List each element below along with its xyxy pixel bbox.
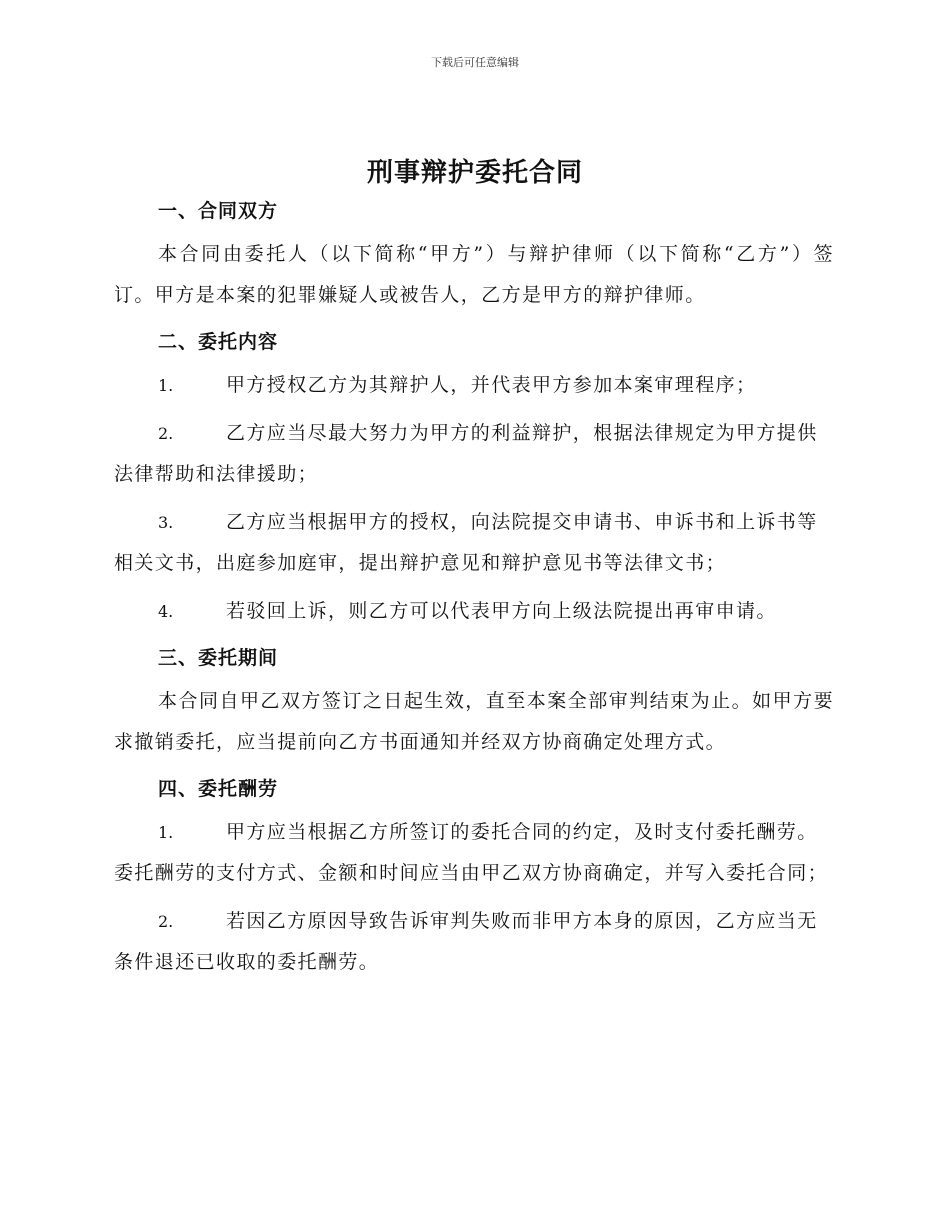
list-item (114, 365, 834, 406)
item-text: 若因乙方原因导致告诉审判失败而非甲方本身的原因，乙方应当无条件退还已收取的委托酬劳。 (114, 910, 818, 973)
list-item (114, 413, 834, 495)
section-paragraph: 本合同由委托人（以下简称“甲方”）与辩护律师（以下简称“乙方”）签订。甲方是本案的犯罪嫌疑人或被告人，乙方是甲方的辩护律师。 (114, 243, 834, 306)
section-paragraph: 本合同自甲乙双方签订之日起生效，直至本案全部审判结束为止。如甲方要求撤销委托，应当提前向乙方书面通知并经双方协商确定处理方式。 (114, 690, 834, 753)
list-item (114, 812, 834, 894)
section-heading: 三、委托期间 (158, 647, 279, 669)
section-heading: 一、合同双方 (158, 200, 279, 222)
section-heading: 四、委托酬劳 (158, 778, 279, 800)
document-body (114, 196, 834, 983)
item-text: 乙方应当尽最大努力为甲方的利益辩护，根据法律规定为甲方提供法律帮助和法律援助； (114, 422, 818, 485)
item-text: 甲方应当根据乙方所签订的委托合同的约定，及时支付委托酬劳。委托酬劳的支付方式、金额和时间应当由甲乙双方协商确定，并写入委托合同； (114, 821, 829, 884)
item-number: 2. (158, 424, 174, 443)
item-number: 4. (158, 602, 174, 621)
item-number: 3. (158, 513, 174, 532)
list-item (114, 901, 834, 983)
item-text: 乙方应当根据甲方的授权，向法院提交申请书、申诉书和上诉书等相关文书，出庭参加庭审，提出辩护意见和辩护意见书等法律文书； (114, 511, 818, 574)
item-number: 1. (158, 376, 174, 395)
list-item (114, 591, 834, 632)
section-heading: 二、委托内容 (158, 331, 279, 353)
header-note: 下载后可任意编辑 (431, 56, 519, 69)
document-title: 刑事辩护委托合同 (366, 158, 583, 188)
item-number: 1. (158, 823, 174, 842)
list-item (114, 502, 834, 584)
item-number: 2. (158, 912, 174, 931)
item-text: 若驳回上诉，则乙方可以代表甲方向上级法院提出再审申请。 (226, 600, 777, 622)
item-text: 甲方授权乙方为其辩护人，并代表甲方参加本案审理程序； (226, 374, 757, 396)
